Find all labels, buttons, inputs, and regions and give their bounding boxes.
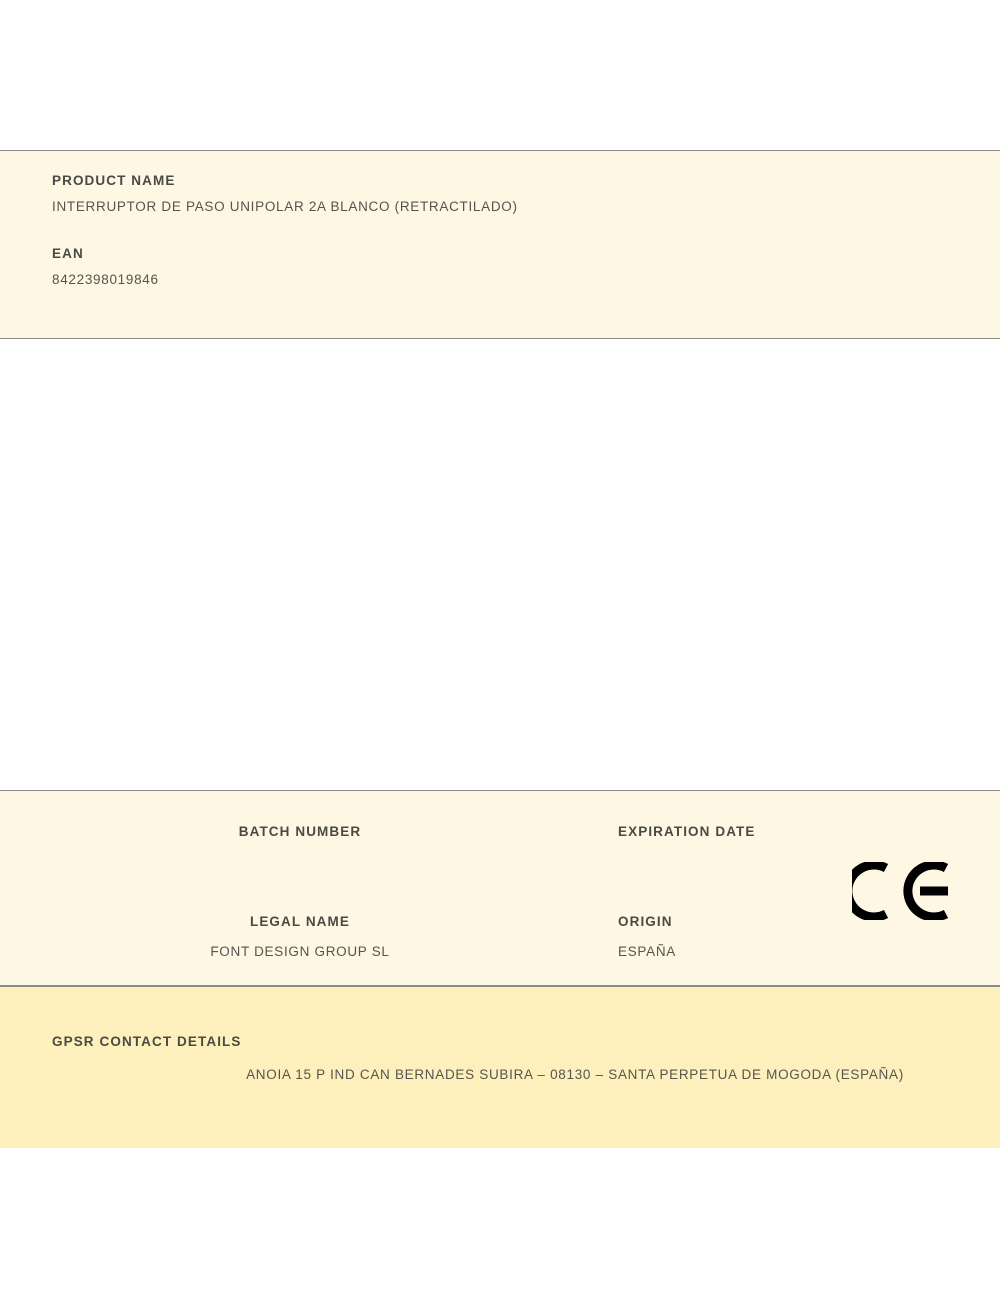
ean-value: 8422398019846 (52, 272, 159, 287)
gpsr-contact-value: ANOIA 15 P IND CAN BERNADES SUBIRA – 08130 – SANTA PERPETUA DE MOGODA (ESPAÑA) (246, 1067, 904, 1082)
ce-mark-icon (852, 862, 952, 920)
origin-value: ESPAÑA (618, 944, 676, 959)
spacer (52, 214, 950, 246)
batch-grid (0, 791, 1000, 985)
ean-label: EAN (52, 246, 84, 261)
gpsr-contact-block (0, 986, 1000, 1148)
batch-legal-block (0, 790, 1000, 986)
product-name-value: INTERRUPTOR DE PASO UNIPOLAR 2A BLANCO (RETRACTILADO) (52, 199, 518, 214)
product-name-label: PRODUCT NAME (52, 173, 176, 188)
origin-label: ORIGIN (618, 914, 673, 929)
legal-name-label: LEGAL NAME (249, 914, 350, 929)
legal-name-value: FONT DESIGN GROUP SL (210, 944, 390, 959)
expiration-date-label: EXPIRATION DATE (618, 824, 756, 839)
gpsr-contact-label: GPSR CONTACT DETAILS (52, 1034, 242, 1049)
batch-number-label: BATCH NUMBER (238, 824, 362, 839)
product-identification-inner (0, 151, 1000, 287)
product-identification-block (0, 150, 1000, 339)
blank-content-area (0, 339, 1000, 790)
